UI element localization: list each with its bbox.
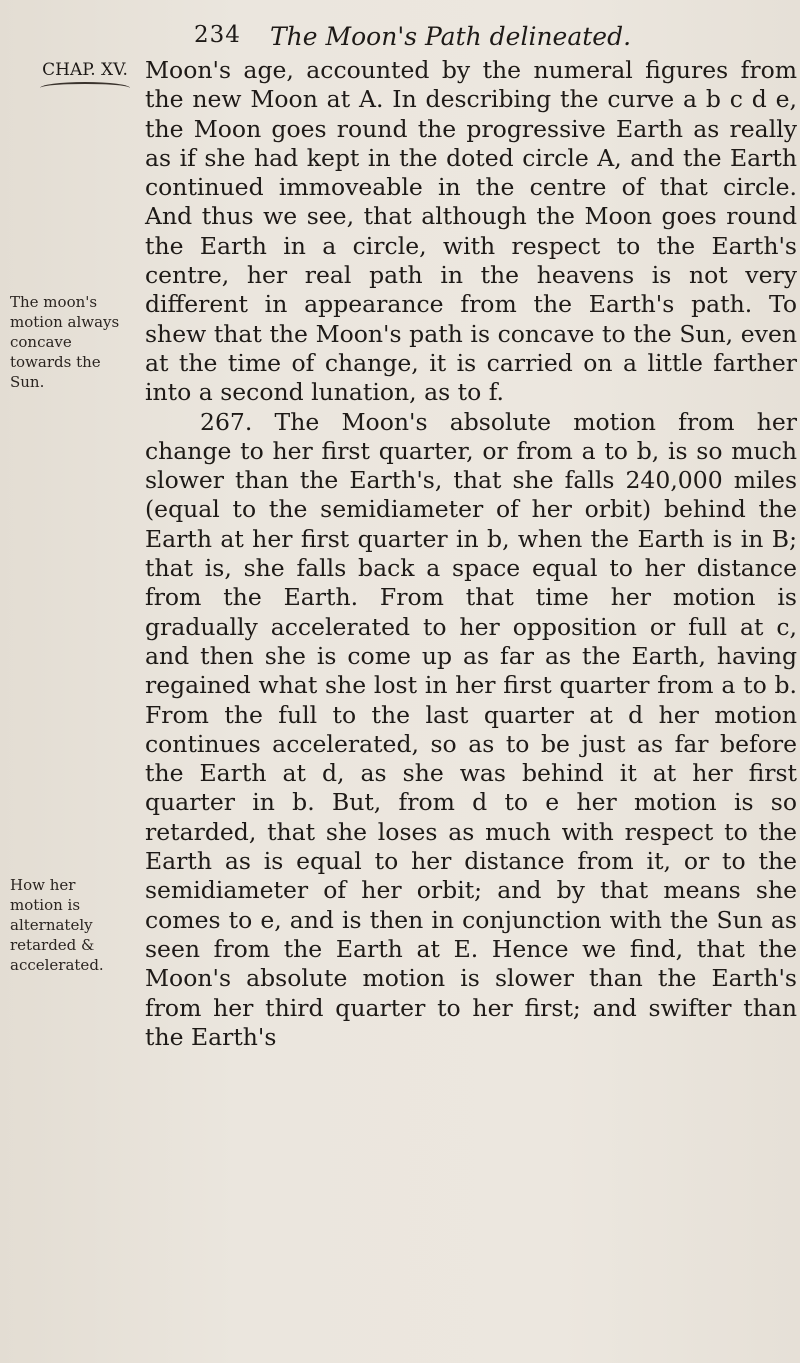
paragraph: 267. The Moon's absolute motion from her change to her first quarter, or from a to b, is so much slower than the Earth's, that she falls 240,000 miles (equal to the semidiameter of her orbit) behind the Earth at her first quarter in b, when the Earth is in B; that is, she falls back a space equal to her distance from the Earth. From that time her motion is gradually accelerated to her opposition or full at c, and then she is come up as far as the Earth, having regained what she lost in her first quarter from a to b. From the full to the last quarter at d her motion continues accelerated, so as to be just as far before the Earth at d, as she was behind it at her first quarter in b. But, from d to e her motion is so retarded, that she loses as much with respect to the Earth as is equal to her distance from it, or to the semidiameter of her orbit; and by that means she comes to e, and is then in conjunction with the Sun as seen from the Earth at E. Hence we find, that the Moon's absolute motion is slower than the Earth's from her third quarter to her first; and swifter than the Earth's bbox=[145, 407, 797, 1051]
chapter-label bbox=[30, 60, 140, 94]
chapter-label-text: CHAP. XV. bbox=[42, 60, 128, 80]
running-title: The Moon's Path delineated. bbox=[270, 22, 632, 51]
page-number: 234 bbox=[194, 22, 241, 48]
margin-note-retarded-accelerated: How her motion is alternately retarded & accelerated. bbox=[10, 876, 104, 974]
body-text bbox=[145, 56, 797, 1052]
paragraph: Moon's age, accounted by the numeral figures from the new Moon at A. In describing the curve a b c d e, the Moon goes round the progressive Earth as really as if she had kept in the doted circle A, and the Earth continued immoveable in the centre of that circle. And thus we see, that although the Moon goes round the Earth in a circle, with respect to the Earth's centre, her real path in the heavens is not very different in appearance from the Earth's path. To shew that the Moon's path is concave to the Sun, even at the time of change, it is carried on a little farther into a second lunation, as to f. bbox=[145, 56, 797, 407]
margin-note-moon-path: The moon's motion always concave towards the Sun. bbox=[10, 293, 120, 391]
chapter-brace bbox=[40, 82, 130, 94]
